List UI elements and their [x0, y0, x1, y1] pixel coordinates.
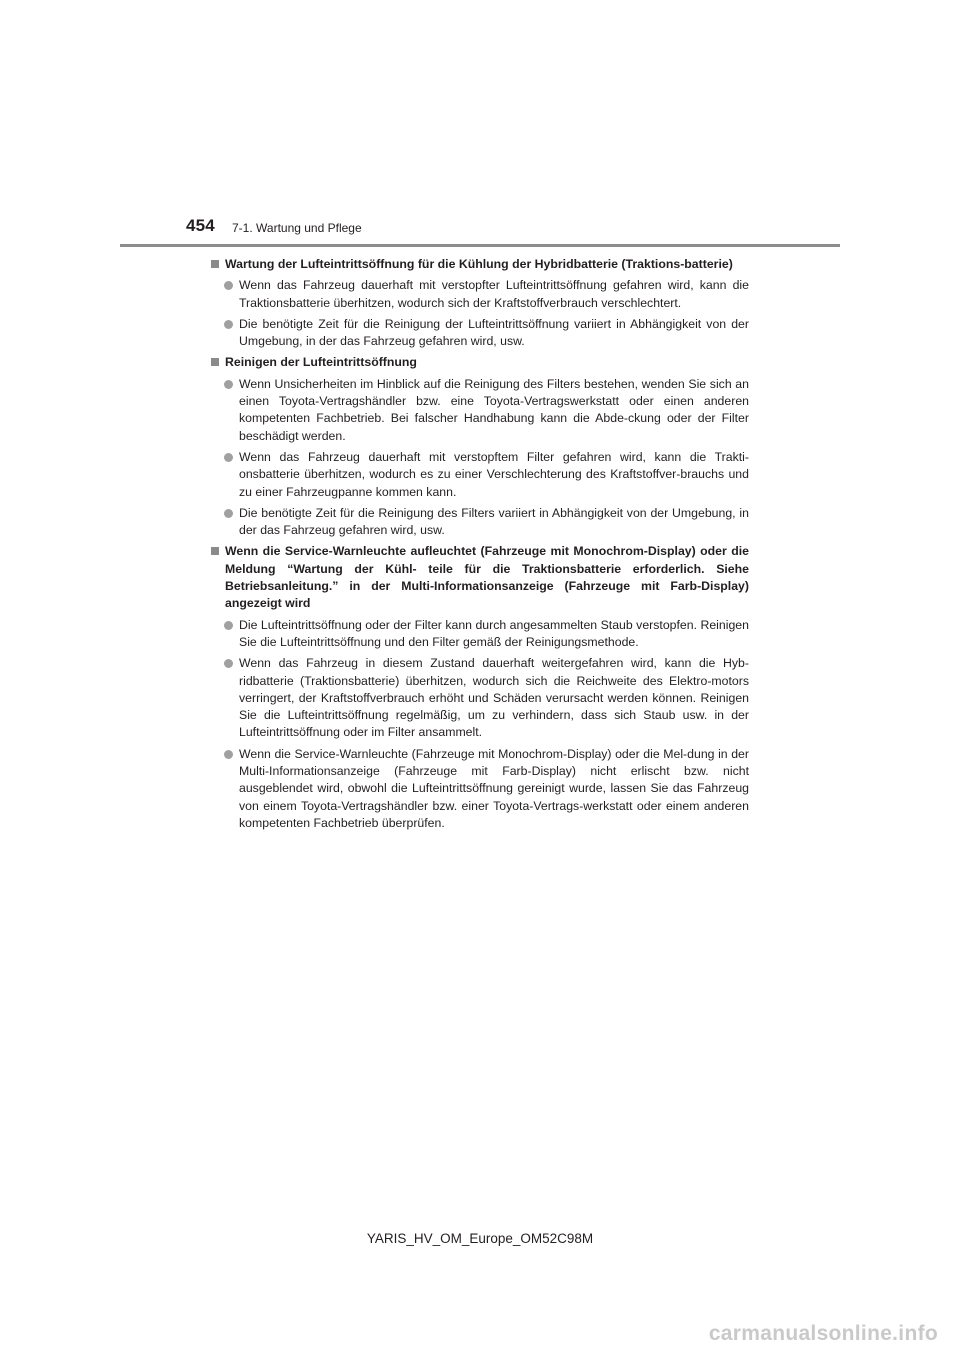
list-item-text: Wenn das Fahrzeug dauerhaft mit verstopftem Filter gefahren wird, kann die Trakti-onsbatterie überhitzen, wodurch es zu einer Verschlechterung des Kraftstoffver-brauchs und zu einer Fahrzeugpanne kommen kann. [239, 449, 749, 499]
header-divider [120, 244, 840, 247]
section-heading-text: Reinigen der Lufteintrittsöffnung [225, 355, 417, 370]
round-bullet-icon [224, 750, 233, 759]
list-item [211, 655, 749, 741]
section-heading [211, 354, 749, 371]
round-bullet-icon [224, 453, 233, 462]
round-bullet-icon [224, 320, 233, 329]
square-bullet-icon [211, 358, 219, 366]
chapter-title: 7-1. Wartung und Pflege [232, 221, 362, 235]
list-item-text: Die Lufteintrittsöffnung oder der Filter kann durch angesammelten Staub verstopfen. Reinigen Sie die Lufteintrittsöffnung und den Filter gemäß der Reinigungsmethode. [239, 617, 749, 649]
list-item-text: Die benötigte Zeit für die Reinigung der Lufteintrittsöffnung variiert in Abhängigkeit von der Umgebung, in der das Fahrzeug gefahren wird, usw. [239, 316, 749, 349]
section-heading [211, 543, 749, 612]
square-bullet-icon [211, 260, 219, 268]
list-item-text: Wenn das Fahrzeug in diesem Zustand dauerhaft weitergefahren wird, kann die Hyb-ridbatterie (Traktionsbatterie) überhitzen, wodurch sich die Reichweite des Elektro-motors verringert, der Kraftstoffverbrauch erhöht und Schäden verursacht werden können. Reinigen Sie die Lufteintrittsöffnung regelmäßig, um zu verhindern, dass sich Staub usw. in der Lufteintrittsöffnung oder im Filter ansammelt. [239, 656, 749, 740]
list-item [211, 617, 749, 652]
list-item [211, 277, 749, 312]
round-bullet-icon [224, 621, 233, 630]
round-bullet-icon [224, 281, 233, 290]
list-item-text: Wenn die Service-Warnleuchte (Fahrzeuge mit Monochrom-Display) oder die Mel-dung in der Multi-Informationsanzeige (Fahrzeuge mit Farb-Display) nicht erlischt bzw. nicht ausgeblendet wird, obwohl die Lufteintrittsöffnung gereinigt wurde, lassen Sie das Fahrzeug von einem Toyota-Vertragshändler bzw. einer Toyota-Vertrags-werkstatt oder einem anderen kompetenten Fachbetrieb überprüfen. [239, 746, 749, 830]
document-code: YARIS_HV_OM_Europe_OM52C98M [366, 1231, 594, 1246]
list-item-text: Wenn Unsicherheiten im Hinblick auf die Reinigung des Filters bestehen, wenden Sie sich an einen Toyota-Vertragshändler bzw. eine Toyota-Vertragswerkstatt oder einen anderen kompetenten Fachbetrieb. Bei falscher Handhabung kann die Abde-ckung oder der Filter beschädigt werden. [239, 376, 749, 443]
section-heading-text: Wartung der Lufteintrittsöffnung für die Kühlung der Hybridbatterie (Traktions-batterie) [225, 257, 733, 271]
square-bullet-icon [211, 547, 219, 555]
list-item-text: Die benötigte Zeit für die Reinigung des Filters variiert in Abhängigkeit von der Umgebung, in der das Fahrzeug gefahren wird, usw. [239, 505, 749, 538]
list-item [211, 376, 749, 445]
list-item [211, 449, 749, 501]
round-bullet-icon [224, 380, 233, 389]
section-heading [211, 256, 749, 273]
round-bullet-icon [224, 659, 233, 668]
site-watermark[interactable]: carmanualsonline.info [708, 1322, 938, 1345]
page-number: 454 [186, 216, 215, 235]
list-item [211, 505, 749, 540]
list-item-text: Wenn das Fahrzeug dauerhaft mit verstopfter Lufteintrittsöffnung gefahren wird, kann die Traktionsbatterie überhitzen, wodurch sich der Kraftstoffverbrauch verschlechtert. [239, 278, 749, 310]
list-item [211, 746, 749, 832]
round-bullet-icon [224, 509, 233, 518]
section-heading-text: Wenn die Service-Warnleuchte aufleuchtet (Fahrzeuge mit Monochrom-Display) oder die Meldung “Wartung der Kühl- teile für die Traktionsbatterie erforderlich. Siehe Betriebsanleitung.” in der Multi-Informationsanzeige (Fahrzeuge mit Farb-Display) angezeigt wird [225, 544, 749, 611]
list-item [211, 316, 749, 351]
main-content [211, 256, 749, 836]
